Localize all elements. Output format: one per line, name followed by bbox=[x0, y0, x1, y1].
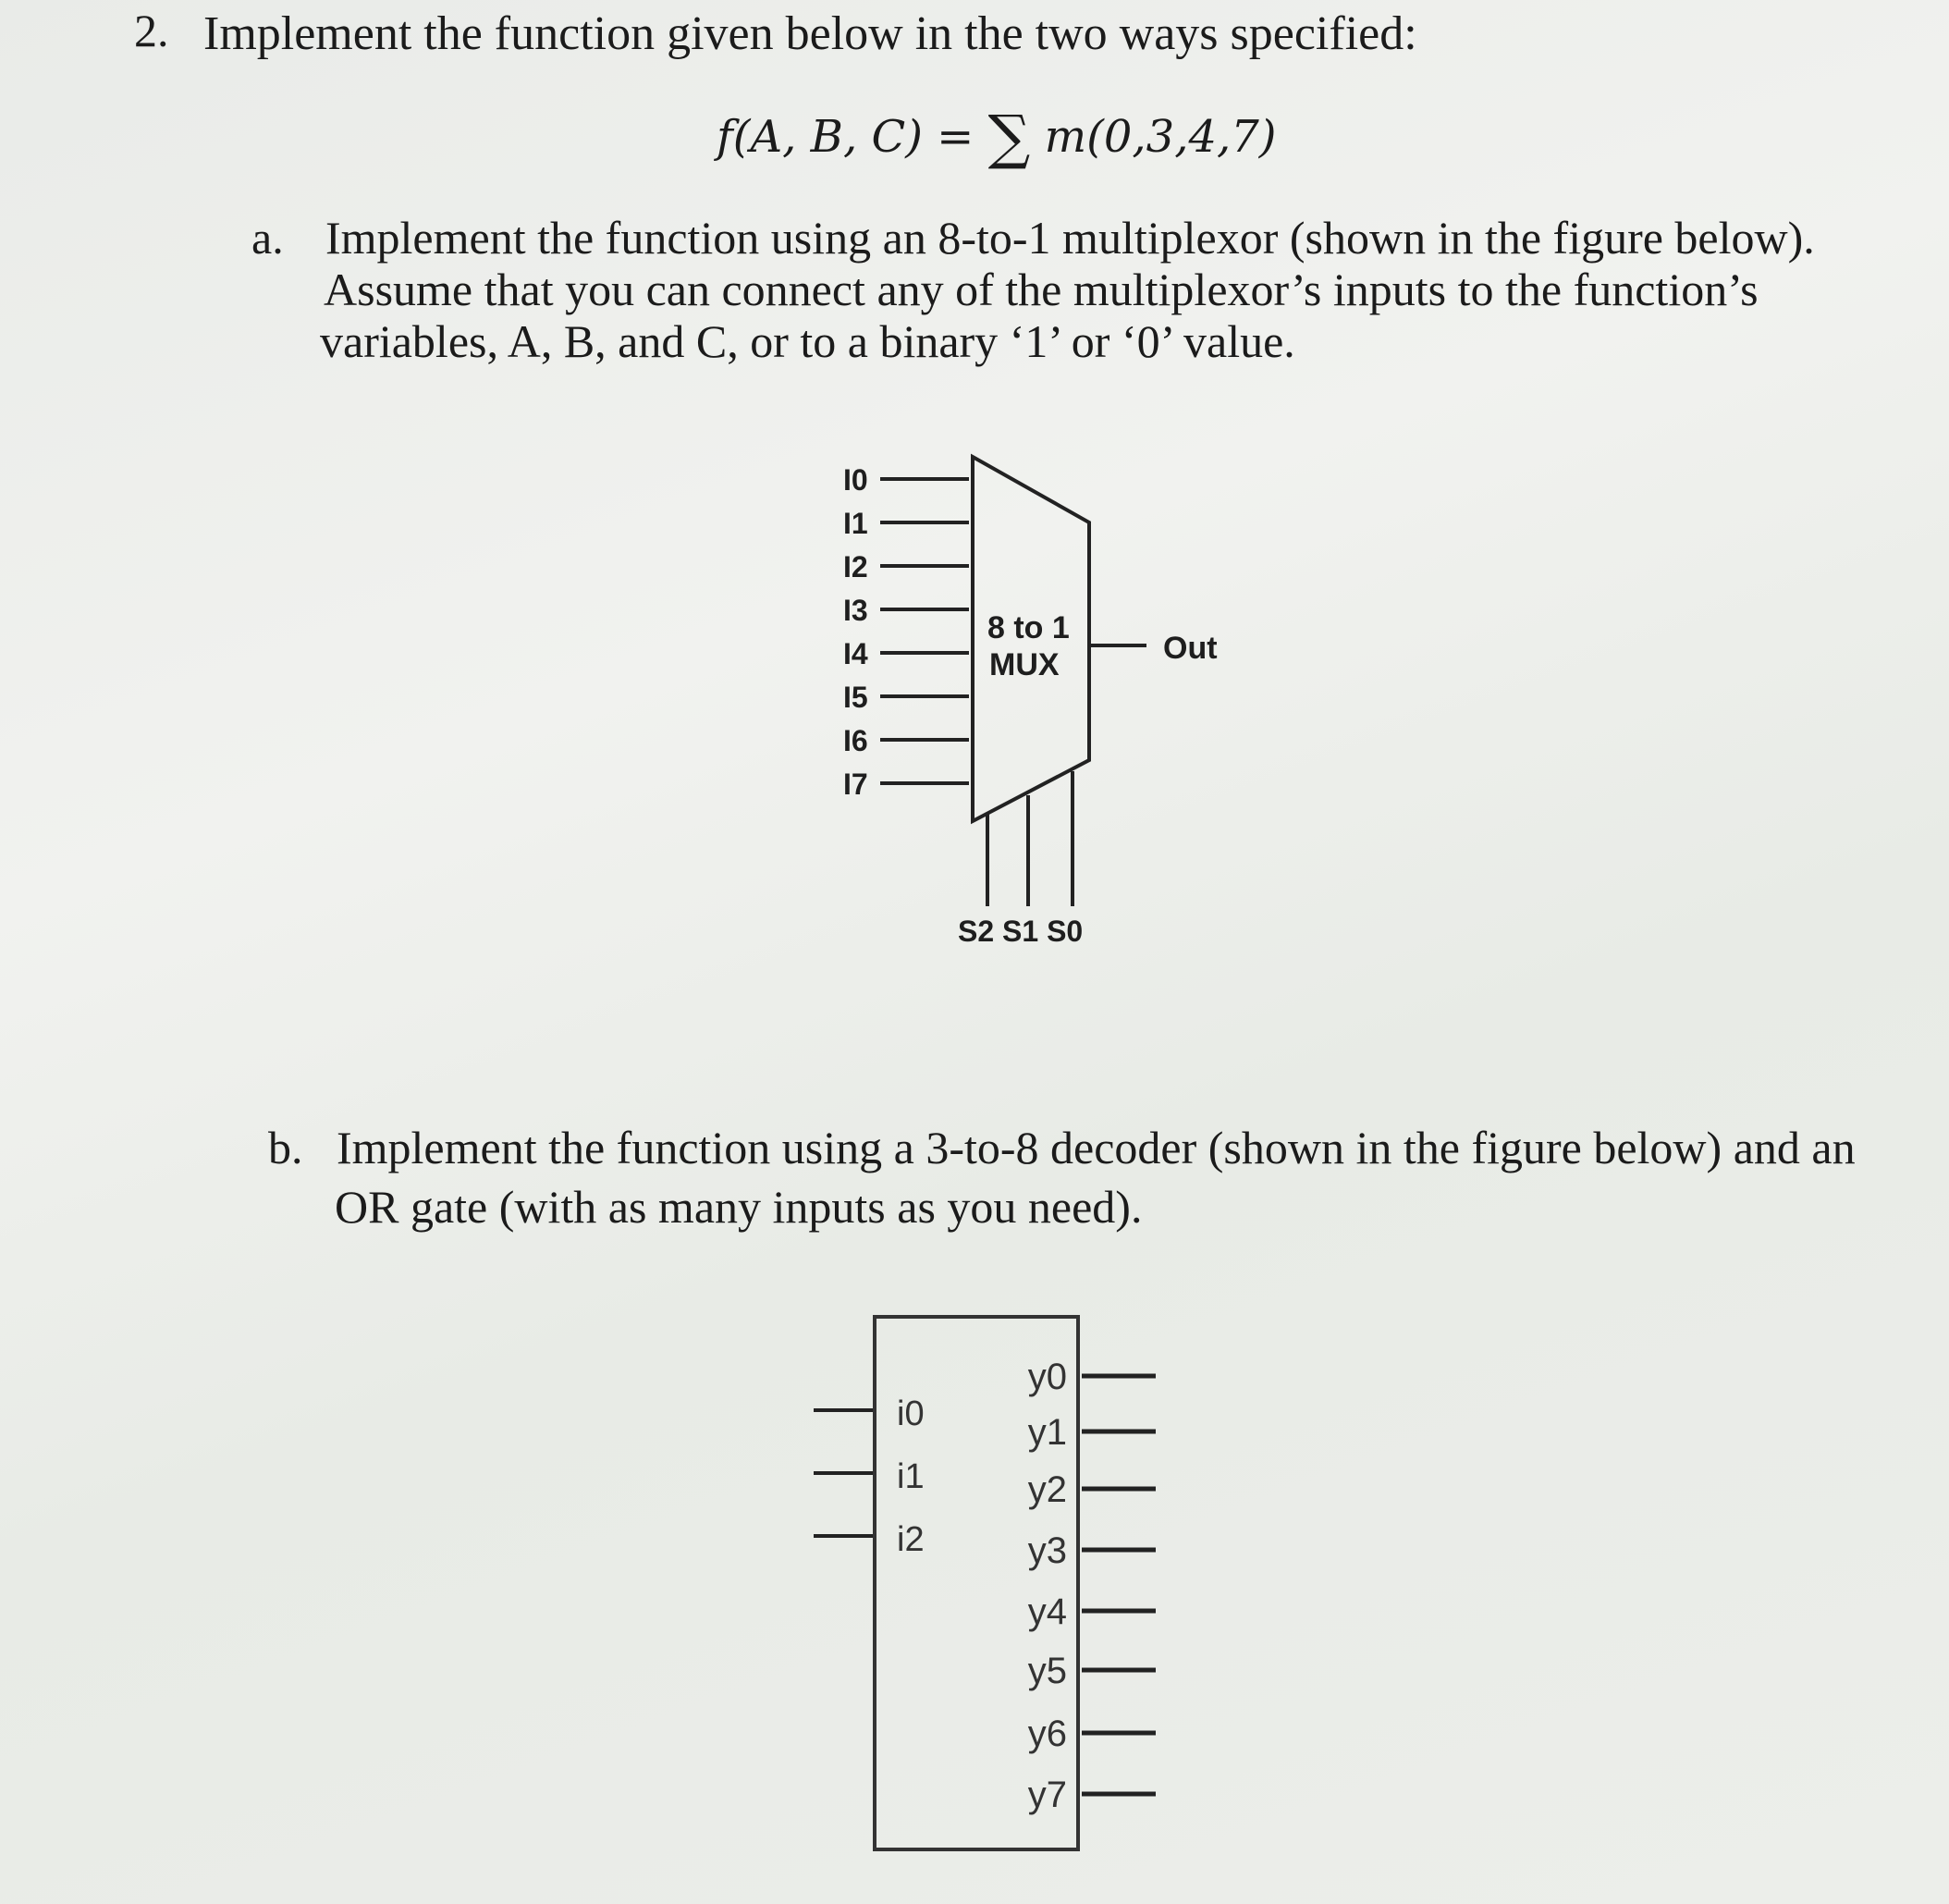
sigma-symbol: ∑ bbox=[987, 104, 1031, 172]
mux-input-label-6: I6 bbox=[843, 724, 868, 757]
question-stem: Implement the function given below in the two ways specified: bbox=[203, 7, 1417, 60]
decoder-input-labels bbox=[897, 1394, 925, 1559]
decoder-input-label-2: i2 bbox=[897, 1520, 925, 1559]
mux-title-line-1: 8 to 1 bbox=[987, 610, 1070, 645]
formula-lhs: f(A, B, C) = bbox=[717, 111, 974, 163]
part-a-line-2: Assume that you can connect any of the multiplexor’s inputs to the function’s bbox=[324, 264, 1759, 315]
formula-rhs: m(0,3,4,7) bbox=[1044, 111, 1277, 163]
mux-output-label: Out bbox=[1163, 631, 1218, 666]
part-b-line-1: Implement the function using a 3-to-8 decoder (shown in the figure below) and an bbox=[337, 1122, 1856, 1173]
decoder-output-label-7: y7 bbox=[1027, 1775, 1067, 1815]
decoder-output-label-6: y6 bbox=[1027, 1714, 1067, 1754]
mux-input-label-4: I4 bbox=[843, 637, 868, 670]
decoder-input-lines bbox=[814, 1410, 873, 1536]
mux-select-labels: S2 S1 S0 bbox=[958, 915, 1084, 948]
mux-input-label-5: I5 bbox=[843, 681, 868, 714]
decoder-input-label-0: i0 bbox=[897, 1394, 925, 1433]
part-a-line-3: variables, A, B, and C, or to a binary ‘1’ or ‘0’ value. bbox=[320, 315, 1295, 367]
decoder-output-lines bbox=[1082, 1376, 1156, 1794]
mux-input-label-0: I0 bbox=[843, 463, 868, 497]
mux-input-label-2: I2 bbox=[843, 550, 868, 583]
decoder-output-label-4: y4 bbox=[1027, 1591, 1067, 1632]
part-b-label: b. bbox=[268, 1122, 303, 1173]
mux-title-line-2: MUX bbox=[989, 647, 1060, 682]
decoder-output-label-3: y3 bbox=[1027, 1530, 1067, 1571]
part-b-line-2: OR gate (with as many inputs as you need). bbox=[335, 1181, 1143, 1233]
decoder-output-label-0: y0 bbox=[1027, 1357, 1067, 1397]
decoder-output-label-2: y2 bbox=[1027, 1469, 1067, 1510]
mux-input-label-7: I7 bbox=[843, 768, 868, 801]
decoder-output-labels bbox=[1028, 1357, 1067, 1815]
mux-input-label-1: I1 bbox=[843, 507, 868, 540]
mux-input-label-3: I3 bbox=[843, 594, 868, 627]
question-number: 2. bbox=[134, 5, 169, 56]
decoder-output-label-1: y1 bbox=[1027, 1412, 1067, 1453]
part-a-line-1: Implement the function using an 8-to-1 multiplexor (shown in the figure below). bbox=[325, 212, 1815, 264]
decoder-input-label-1: i1 bbox=[897, 1457, 925, 1496]
part-a-label: a. bbox=[251, 212, 284, 264]
decoder-output-label-5: y5 bbox=[1027, 1651, 1067, 1691]
